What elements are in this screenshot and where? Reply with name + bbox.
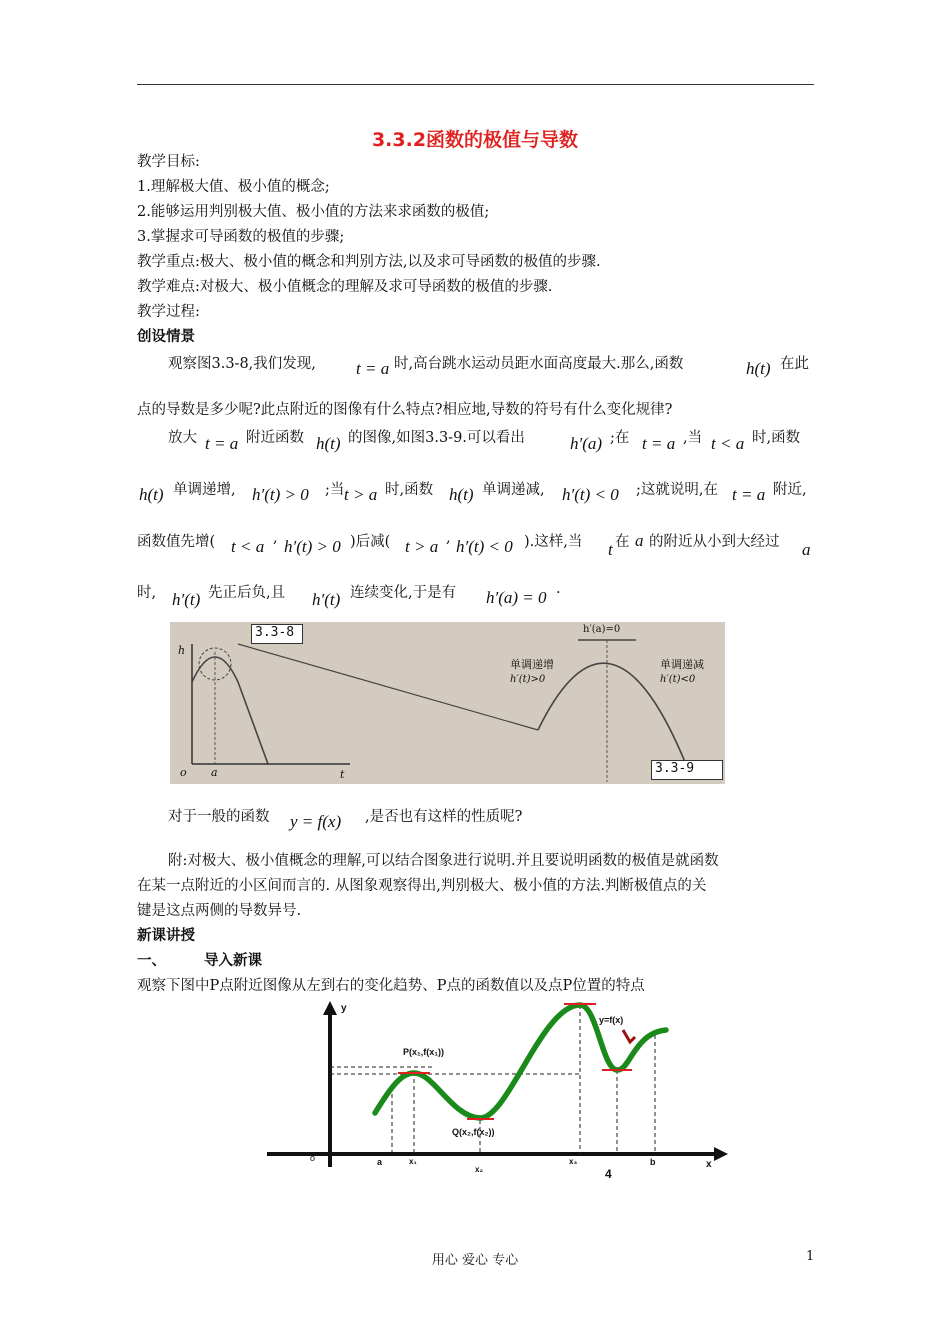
extremum-graph-svg: [262, 997, 732, 1187]
point-q-label: Q(x₂,f(x₂)): [452, 1127, 495, 1137]
page-title: 3.3.2函数的极值与导数: [371, 129, 579, 151]
goal-item-3: 3.掌握求可导函数的极值的步骤;: [137, 229, 345, 245]
paragraph-1-cont: 点的导数是多少呢?此点附近的图像有什么特点?相应地,导数的符号有什么变化规律?: [137, 402, 673, 418]
math-t-eq-a: t = a: [356, 359, 390, 378]
difficulties: 教学难点:对极大、极小值概念的理解及求可导函数的极值的步骤.: [137, 279, 553, 295]
math-h-t: h(t): [746, 359, 771, 378]
header-rule: [137, 84, 814, 85]
subsection-number: 一、: [137, 953, 166, 969]
page-number: 1: [806, 1249, 815, 1264]
extremum-graph: y x o y=f(x) P(x₁,f(x₁)) Q(x₂,f(x₂)) a x₁ x₂ x₃ 4 b: [262, 997, 732, 1187]
process-heading: 教学过程:: [137, 304, 200, 320]
goals-heading: 教学目标:: [137, 154, 200, 170]
figure-label-3-3-9: 3.3-9: [651, 760, 723, 780]
figure-diving-height: 3.3-8 3.3-9 h t o a h′(a)=0 单调递增 h′(t)>0 单调递减 h′(t)<0: [170, 622, 725, 784]
goal-item-1: 1.理解极大值、极小值的概念;: [137, 179, 330, 195]
note-line-1: 附:对极大、极小值概念的理解,可以结合图象进行说明.并且要说明函数的极值是就函数: [168, 853, 719, 869]
goal-item-2: 2.能够运用判别极大值、极小值的方法来求函数的极值;: [137, 204, 490, 220]
section-heading-new-lesson: 新课讲授: [137, 928, 195, 944]
note-line-3: 键是这点两侧的导数异号.: [137, 903, 302, 919]
key-points: 教学重点:极大、极小值的概念和判别方法,以及求可导函数的极值的步骤.: [137, 254, 601, 270]
note-line-2: 在某一点附近的小区间而言的. 从图象观察得出,判别极大、极小值的方法.判断极值点的关: [137, 878, 707, 894]
figure-diving-svg: [170, 622, 725, 784]
point-p-label: P(x₁,f(x₁)): [403, 1047, 444, 1057]
figure-label-3-3-8: 3.3-8: [251, 624, 303, 644]
observe-instruction: 观察下图中P点附近图像从左到右的变化趋势、P点的函数值以及点P位置的特点: [137, 978, 645, 994]
math-y-eq-fx: y = f(x): [290, 812, 342, 831]
subsection-title: 导入新课: [204, 953, 262, 969]
section-heading-scenario: 创设情景: [137, 329, 195, 345]
footer-text: 用心 爱心 专心: [431, 1253, 519, 1268]
